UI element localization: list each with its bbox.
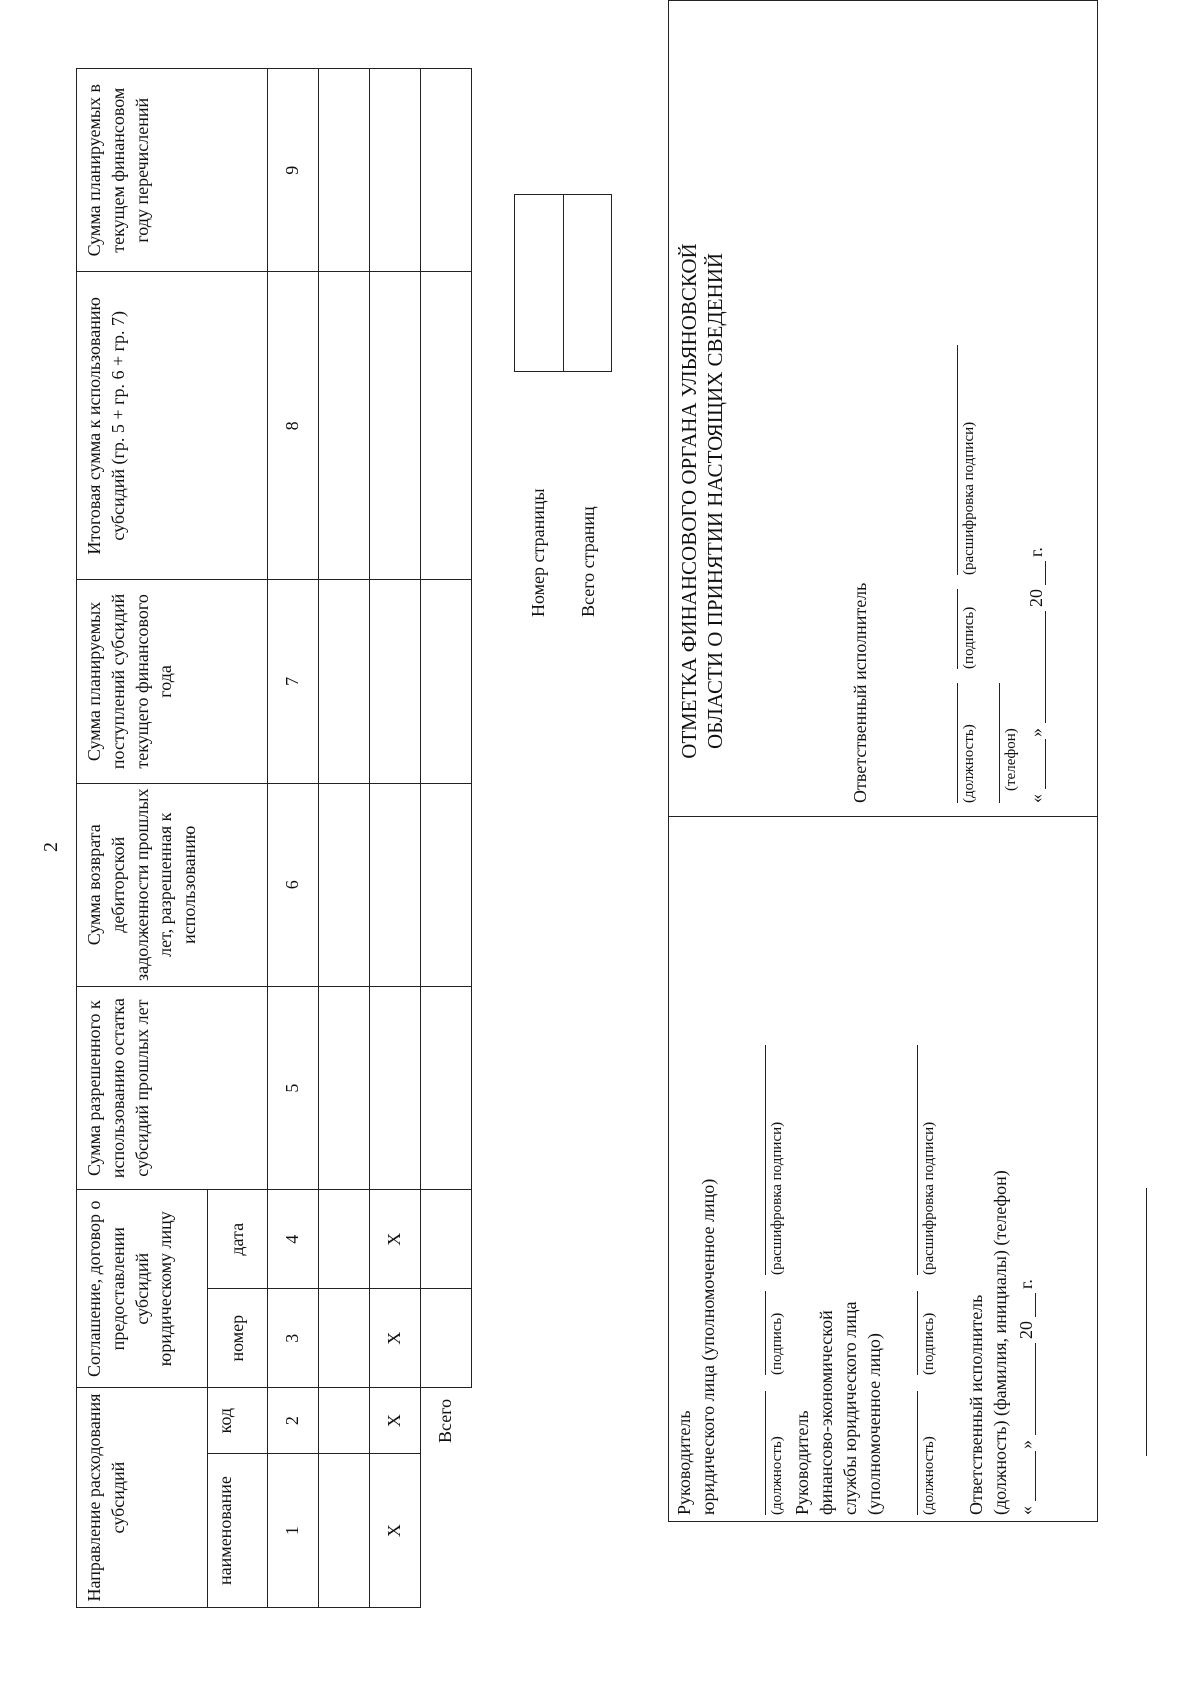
position-caption: (должность) xyxy=(769,1436,785,1515)
column-number: 2 xyxy=(268,1388,319,1454)
column-number: 6 xyxy=(268,783,319,986)
date-close: » xyxy=(1016,1440,1036,1449)
head-title: Руководитель xyxy=(674,1410,694,1515)
table-cell xyxy=(319,1190,370,1289)
header-agreement-number: номер xyxy=(208,1289,268,1388)
header-direction: Направление расходования субсидий xyxy=(77,1388,208,1608)
date-close: » xyxy=(1026,728,1046,737)
table-cell: Х xyxy=(370,1454,421,1608)
column-number: 1 xyxy=(268,1454,319,1608)
table-cell xyxy=(421,783,472,986)
header-col7: Сумма планируемых поступлений субсидий текущего финансового года xyxy=(77,580,268,783)
column-number: 4 xyxy=(268,1190,319,1289)
table-cell xyxy=(370,986,421,1189)
date-suffix: г. xyxy=(1026,547,1046,557)
table-cell xyxy=(319,69,370,272)
executor-label: Ответственный исполнитель xyxy=(966,1294,986,1515)
date-year: 20 xyxy=(1016,1321,1036,1339)
subsidy-table xyxy=(76,68,472,1608)
table-cell xyxy=(421,69,472,272)
page-counter-box xyxy=(514,194,612,372)
decoding-caption: (расшифровка подписи) xyxy=(921,1121,937,1275)
column-number-row xyxy=(268,69,319,1608)
column-number: 5 xyxy=(268,986,319,1189)
table-cell xyxy=(370,580,421,783)
position-caption: (должность) xyxy=(961,724,977,803)
column-number: 8 xyxy=(268,272,319,580)
header-agreement-date: дата xyxy=(208,1190,268,1289)
table-row xyxy=(370,69,421,1608)
date-suffix: г. xyxy=(1016,1279,1036,1289)
bottom-rule xyxy=(1146,1188,1147,1456)
decoding-caption: (расшифровка подписи) xyxy=(769,1121,785,1275)
table-cell xyxy=(370,783,421,986)
fin-head-line: (уполномоченное лицо) xyxy=(864,1333,884,1515)
table-row xyxy=(319,69,370,1608)
signature-caption: (подпись) xyxy=(769,1312,785,1375)
header-col9: Сумма планируемых в текущем финансовом году перечислений xyxy=(77,69,268,272)
column-number: 7 xyxy=(268,580,319,783)
table-cell: Х xyxy=(370,1289,421,1388)
table-cell xyxy=(319,783,370,986)
header-direction-code: код xyxy=(208,1388,268,1454)
header-col6: Сумма возврата дебиторской задолженности прошлых лет, разрешенная к использованию xyxy=(77,783,268,986)
column-number: 9 xyxy=(268,69,319,272)
table-cell xyxy=(370,272,421,580)
signature-block xyxy=(668,0,1098,1522)
signature-caption: (подпись) xyxy=(921,1312,937,1375)
head-subtitle: юридического лица (уполномоченное лицо) xyxy=(698,1178,718,1515)
table-cell xyxy=(319,580,370,783)
signature-caption: (подпись) xyxy=(961,606,977,669)
header-direction-name: наименование xyxy=(208,1454,268,1608)
right-executor-label: Ответственный исполнитель xyxy=(850,582,870,803)
fin-head-line: финансово-экономической xyxy=(816,1310,836,1515)
table-cell: Х xyxy=(370,1388,421,1454)
table-cell xyxy=(421,272,472,580)
header-agreement: Соглашение, договор о предоставлении субсидий юридическому лицу xyxy=(77,1190,208,1388)
table-cell xyxy=(319,1454,370,1608)
financial-body-heading: ОТМЕТКА ФИНАНСОВОГО ОРГАНА УЛЬЯНОВСКОЙ ОБЛАСТИ О ПРИНЯТИИ НАСТОЯЩИХ СВЕДЕНИЙ xyxy=(677,243,727,759)
decoding-caption: (расшифровка подписи) xyxy=(961,421,977,575)
table-cell: Х xyxy=(370,1190,421,1289)
table-cell xyxy=(370,69,421,272)
page-number-label: Номер страницы xyxy=(528,488,548,617)
table-cell xyxy=(319,986,370,1189)
executor-fields: (должность) (фамилия, инициалы) (телефон) xyxy=(990,1170,1010,1515)
table-cell xyxy=(421,1289,472,1388)
fin-head-line: Руководитель xyxy=(792,1410,812,1515)
table-cell xyxy=(421,1190,472,1289)
total-pages-label: Всего страниц xyxy=(578,506,598,617)
table-cell xyxy=(319,1289,370,1388)
table-cell xyxy=(319,1388,370,1454)
header-col8: Итоговая сумма к использованию субсидий (гр. 5 + гр. 6 + гр. 7) xyxy=(77,272,268,580)
total-row xyxy=(421,69,472,1608)
date-open: « xyxy=(1026,794,1046,803)
fin-head-line: службы юридического лица xyxy=(840,1301,860,1515)
column-number: 3 xyxy=(268,1289,319,1388)
total-label: Всего xyxy=(435,1398,456,1443)
position-caption: (должность) xyxy=(921,1436,937,1515)
date-open: « xyxy=(1016,1506,1036,1515)
table-cell xyxy=(319,272,370,580)
phone-caption: (телефон) xyxy=(1003,728,1019,791)
table-cell xyxy=(421,580,472,783)
header-col5: Сумма разрешенного к использованию остатка субсидий прошлых лет xyxy=(77,986,268,1189)
date-year: 20 xyxy=(1026,589,1046,607)
page-number: 2 xyxy=(40,842,62,852)
table-cell xyxy=(421,986,472,1189)
